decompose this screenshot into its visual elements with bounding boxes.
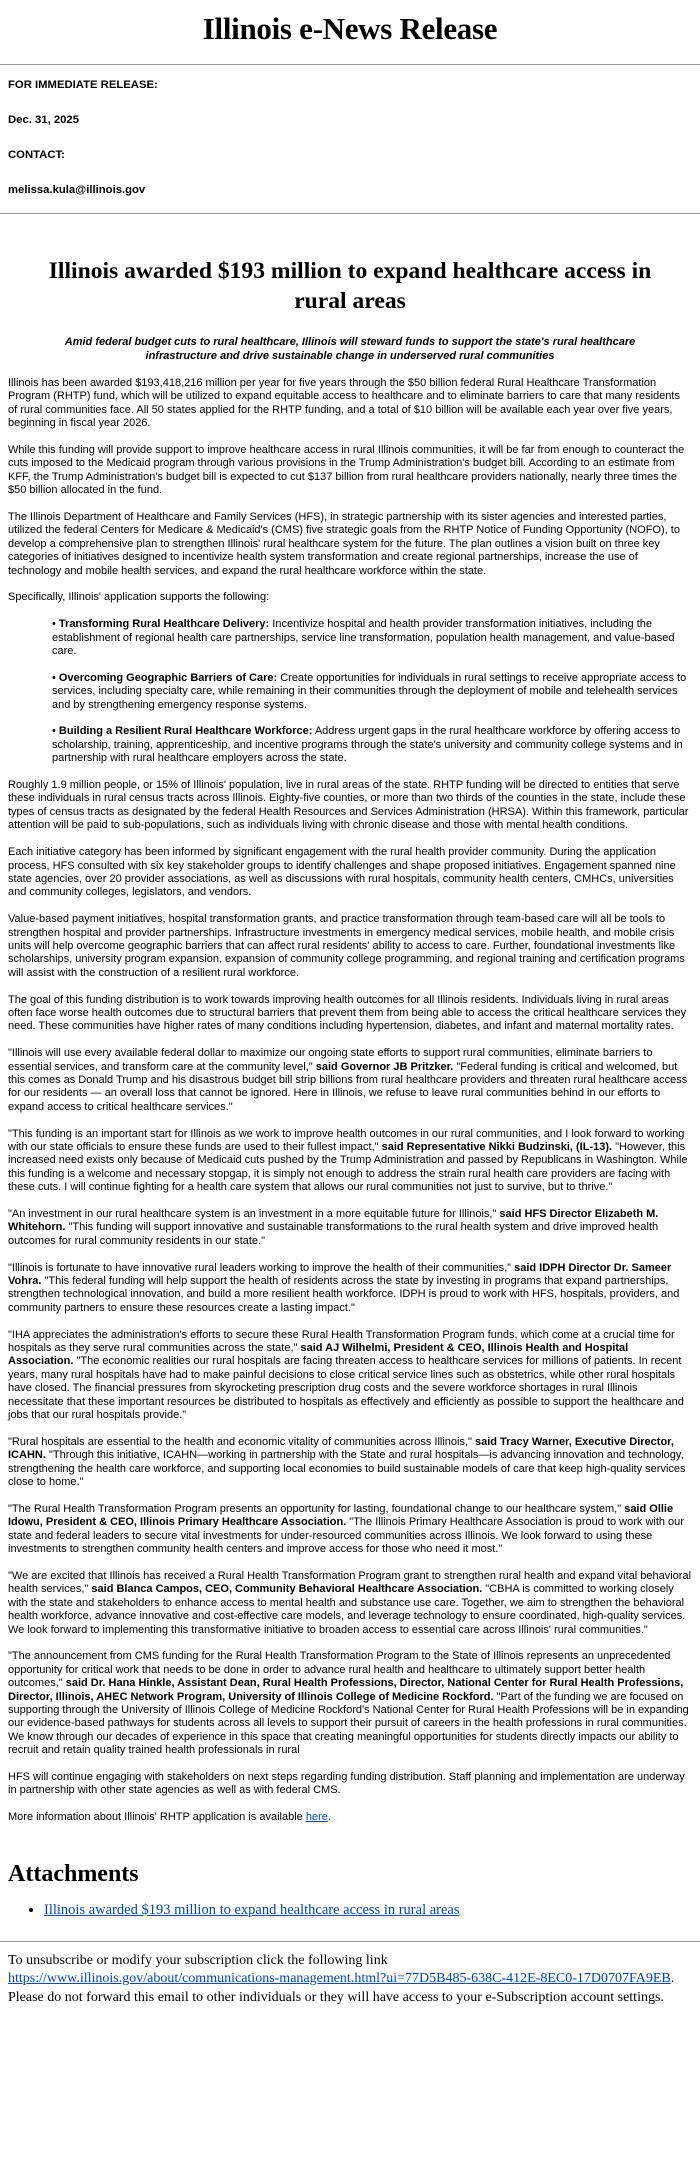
bullet-item: • Building a Resilient Rural Healthcare Workforce: Address urgent gaps in the rural healthcare workforce by offering access to scholarship, training, apprenticeship, and incentive programs through the state's university and community college systems and in partnership with rural healthcare employers across the state. <box>52 725 683 765</box>
quote-text: "This federal funding will help support the health of residents across the state by investing in programs that expand partnerships, strengthen technological innovation, and build a more resilient health workforce. IDPH is proud to work with HFS, hospitals, providers, and community partners to ensure these resources create a lasting impact." <box>8 1275 680 1314</box>
bullet-text: Create opportunities for individuals in rural settings to receive appropriate access to services, including specialty care, while remaining in their communities through the deployment of mobile and telehealth services and by strengthening emergency response systems. <box>52 671 687 711</box>
more-info-paragraph <box>8 1811 692 1824</box>
quote-text: "Rural hospitals are essential to the health and economic vitality of communities across Illinois," <box>8 1435 472 1448</box>
quote-paragraph <box>8 1262 692 1316</box>
quote-paragraph <box>8 1208 692 1248</box>
quote-speaker: said Blanca Campos, CEO, Community Behavioral Healthcare Association. <box>88 1583 483 1596</box>
quote-text: "IHA appreciates the administration's efforts to secure these Rural Health Transformation Program funds, which come at a crucial time for hospitals as they serve rural communities across the state," <box>8 1328 675 1355</box>
release-date: Dec. 31, 2025 <box>8 114 79 126</box>
bullet-title: Transforming Rural Healthcare Delivery: <box>58 618 270 631</box>
quote-paragraph <box>8 1047 692 1114</box>
paragraph: Illinois has been awarded $193,418,216 million per year for five years through the $50 billion federal Rural Healthcare Transformation Program (RHTP) fund, which will be utilized to expand equitable access to healthcare and to eliminate barriers to care that many residents of rural communities face. All 50 states applied for the RHTP funding, and a total of $10 billion will be available each year over five years, beginning in fiscal year 2026. <box>8 377 680 430</box>
contact-label: CONTACT: <box>8 149 65 161</box>
quote-text: "Illinois will use every available federal dollar to maximize our ongoing state efforts to support rural communities, eliminate barriers to essential services, and transform care at the community level," <box>8 1047 653 1073</box>
quote-speaker: said Representative Nikki Budzinski, (IL-13). <box>378 1140 613 1153</box>
masthead-title: Illinois e-News Release <box>202 11 498 46</box>
paragraph: HFS will continue engaging with stakeholders on next steps regarding funding distribution. Staff planning and implementation are underway in partnership with other state agencies as well as with federal CMS. <box>8 1770 685 1797</box>
attachment-item <box>44 1901 700 1919</box>
footer <box>0 1942 700 2008</box>
rhtp-application-link[interactable]: here <box>305 1811 328 1824</box>
more-info-text: More information about Illinois' RHTP application is available <box>8 1811 306 1824</box>
quote-text: "Illinois is fortunate to have innovative rural leaders working to improve the health of their communities," <box>8 1261 512 1274</box>
meta-divider <box>0 213 700 214</box>
quote-text: "This funding will support innovative and sustainable transformations to the rural health system and drive improved health outcomes for rural community residents in our state." <box>8 1221 659 1247</box>
quote-text: "The Rural Health Transformation Program presents an opportunity for lasting, foundational change to our healthcare system," <box>8 1502 622 1515</box>
attachments-list <box>0 1901 700 1919</box>
quote-text: "An investment in our rural healthcare system is an investment in a more equitable future for Illinois," <box>8 1207 497 1220</box>
quote-text: "The Illinois Primary Healthcare Association is proud to work with our state and federal leaders to secure vital investments for under-resourced communities across Illinois. We look forward to using these investments to strengthen community health centers and improve access for those who need it most." <box>8 1516 684 1556</box>
more-info-period: . <box>327 1811 331 1824</box>
quote-paragraph <box>8 1570 692 1637</box>
headline: Illinois awarded $193 million to expand healthcare access in rural areas <box>48 258 652 314</box>
quote-speaker: said Governor JB Pritzker. <box>312 1060 454 1073</box>
footer-text: To unsubscribe or modify your subscription click the following link <box>8 1952 388 1968</box>
release-label: FOR IMMEDIATE RELEASE: <box>8 79 158 91</box>
quote-text: "Through this initiative, ICAHN—working in partnership with the State and rural hospitals—is advancing innovation and technology, strengthening the health care workforce, and supporting local economies to build sustainable models of care that keep high-quality services close to home." <box>8 1449 686 1489</box>
quote-text: "CBHA is committed to working closely with the state and stakeholders to enhance access to mental health and substance use care. Together, we aim to strengthen the behavioral health workforce, advance innovative and cost-effective care models, and leverage technology to ensure coordinated, high-quality services. We look forward to implementing this transformative initiative to broaden access to essential care across Illinois' rural communities." <box>8 1583 686 1636</box>
bullet-title: Building a Resilient Rural Healthcare Workforce: <box>58 725 313 738</box>
quote-text: "The economic realities our rural hospitals are facing threaten access to healthcare services for millions of patients. In recent years, many rural hospitals have had to make painful decisions to close critical service lines such as obstetrics, while other rural hospitals have closed. The financial pressures from skyrocketing prescription drug costs and the severe workforce shortages in rural Illinois necessitate that these important resources be distributed to hospitals as effectively and efficiently as possible to support the healthcare and jobs that our rural hospitals provide." <box>8 1355 684 1422</box>
quote-speaker: said Dr. Hana Hinkle, Assistant Dean, Rural Health Professions, Director, National Center for Rural Health Professions, Director, Illinois, AHEC Network Program, University of Illinois College of Medicine Rockford. <box>8 1677 684 1703</box>
quote-text: "Part of the funding we are focused on supporting through the University of Illinois College of Medicine Rockford's National Center for Rural Health Professions will be in expanding our evidence-based pathways for students across all levels to support their pursuit of careers in the health professions in rural communities. We know through our decades of experience in this space that creating meaningful opportunities for students directly impacts our ability to recruit and retain quality trained health professionals in rural <box>8 1690 689 1757</box>
paragraph: Specifically, Illinois' application supports the following: <box>8 591 270 604</box>
quote-speaker: said AJ Wilhelmi, President & CEO, Illinois Health and Hospital Association. <box>8 1342 629 1368</box>
bullet-item: • Transforming Rural Healthcare Delivery: Incentivize hospital and health provider transformation initiatives, including the establishment of regional health care partnerships, service line transformation, population health management, and value-based care. <box>52 618 675 658</box>
quote-paragraph <box>8 1329 692 1423</box>
quote-speaker: said IDPH Director Dr. Sameer Vohra. <box>8 1261 672 1287</box>
release-meta <box>0 65 700 197</box>
paragraph: While this funding will provide support to improve healthcare access in rural Illinois communities, it will be far from enough to counteract the cuts imposed to the Medicaid program through various provisions in the Trump Administration's budget bill. According to an estimate from KFF, the Trump Administration's budget bill is expected to cut $137 billion from rural healthcare providers nationally, nearly three times the $50 billion allocated in the fund. <box>8 444 685 497</box>
quote-text: "This funding is an important start for Illinois as we work to improve health outcomes in our rural communities, and I look forward to working with our state officials to ensure these funds are used to their fullest impact," <box>8 1127 685 1153</box>
paragraph: Roughly 1.9 million people, or 15% of Illinois' population, live in rural areas of the state. RHTP funding will be directed to entities that serve these individuals in rural census tracts across Illinois. Eighty-five counties, or more than two thirds of the counties in the state, include these types of census tracts as designated by the federal Health Resources and Services Administration (HRSA). Within this framework, particular attention will be paid to sub-populations, such as individuals living with chronic disease and those with mental health conditions. <box>8 779 689 832</box>
contact-email: melissa.kula@illinois.gov <box>8 184 146 196</box>
bullet-text: Incentivize hospital and health provider transformation initiatives, including the establishment of regional health care partnerships, service line transformation, population health management, and value-based care. <box>52 618 675 658</box>
quote-speaker: said Ollie Idowu, President & CEO, Illinois Primary Healthcare Association. <box>8 1502 674 1529</box>
paragraph: Each initiative category has been informed by significant engagement with the rural health provider community. During the application process, HFS consulted with six key stakeholder groups to identify challenges and shape proposed initiatives. Engagement spanned nine state agencies, over 20 provider associations, as well as discussions with rural hospitals, community health centers, CMHCs, universities and community colleges, legislators, and vendors. <box>8 846 676 899</box>
quote-speaker: said HFS Director Elizabeth M. Whitehorn. <box>8 1207 659 1234</box>
paragraph: The goal of this funding distribution is to work towards improving health outcomes for all Illinois residents. Individuals living in rural areas often face worse health outcomes due to structural barriers that prevent them from being able to access the critical healthcare services they need. These communities have higher rates of many conditions including hypertension, diabetes, and infant and maternal mortality rates. <box>8 993 687 1033</box>
bullet-text: Address urgent gaps in the rural healthcare workforce by offering access to scholarship, training, apprenticeship, and incentive programs through the state's university and community college systems and in partnership with rural healthcare employers across the state. <box>52 725 683 765</box>
quote-paragraph <box>8 1650 692 1757</box>
quote-paragraph <box>8 1503 692 1557</box>
paragraph: The Illinois Department of Healthcare and Family Services (HFS), in strategic partnership with its sister agencies and interested parties, utilized the federal Centers for Medicare & Medicaid's (CMS) five strategic goals from the RHTP Notice of Funding Opportunity (NOFO), to develop a comprehensive plan to strengthen Illinois' rural healthcare system for the future. The plan outlines a vision built on three key categories of initiatives designed to incentivize health system transformation and create regional partnerships, increase the use of technology and mobile health services, and expand the rural healthcare workforce within the state. <box>8 511 680 577</box>
quote-text: "However, this increased need exists only because of Medicaid cuts pushed by the Trump Administration and passed by Republicans in Washington. While this funding is a welcome and necessary stopgap, it is simply not enough to address the strain rural health care providers are facing with these cuts. I will continue fighting for a health care system that allows our rural communities not just to survive, but to thrive." <box>8 1140 688 1194</box>
attachments-heading: Attachments <box>8 1860 139 1887</box>
article-body <box>0 377 700 1825</box>
attachment-link[interactable]: Illinois awarded $193 million to expand healthcare access in rural areas <box>44 1901 460 1918</box>
footer-notice: . Please do not forward this email to other individuals or they will have access to your e-Subscription account settings. <box>8 1971 675 2005</box>
quote-paragraph <box>8 1436 692 1490</box>
paragraph: Value-based payment initiatives, hospital transformation grants, and practice transformation through team-based care will all be tools to strengthen hospital and provider partnerships. Infrastructure investments in emergency medical services, mobile health, and mobile crisis units will help overcome geographic barriers that can affect rural residents' ability to access to care. Further, foundational investments like scholarships, university program expansion, expansion of community college programming, and regional training and certification programs will assist with the construction of a resilient rural workforce. <box>8 913 685 979</box>
quote-text: "We are excited that Illinois has received a Rural Health Transformation Program grant to strengthen rural health and expand vital behavioral health services," <box>8 1569 692 1596</box>
quote-speaker: said Tracy Warner, Executive Director, ICAHN. <box>8 1435 674 1462</box>
quote-text: "The announcement from CMS funding for the Rural Health Transformation Program to the State of Illinois represents an unprecedented opportunity for critical work that needs to be done in order to advance rural health and healthcare to ultimately support better health outcomes," <box>8 1650 671 1690</box>
bullet-title: Overcoming Geographic Barriers of Care: <box>58 671 278 684</box>
quote-paragraph <box>8 1128 692 1195</box>
bullet-item: • Overcoming Geographic Barriers of Care: Create opportunities for individuals in rural settings to receive appropriate access to services, including specialty care, while remaining in their communities through the deployment of mobile and telehealth services and by strengthening emergency response systems. <box>52 671 687 711</box>
quote-text: "Federal funding is critical and welcomed, but this comes as Donald Trump and his disastrous budget bill strip billions from rural healthcare providers and threaten rural healthcare access for our residents — an overall loss that cannot be ignored. Here in Illinois, we refuse to leave rural communities behind in our efforts to expand access to critical healthcare services." <box>8 1060 688 1113</box>
subscription-management-link[interactable]: https://www.illinois.gov/about/communications-management.html?ui=77D5B485-638C-412E-8EC0-17D0707FA9EB <box>8 1971 671 1987</box>
subheadline: Amid federal budget cuts to rural healthcare, Illinois will steward funds to support the state's rural healthcare infrastructure and drive sustainable change in underserved rural communities <box>64 336 636 362</box>
